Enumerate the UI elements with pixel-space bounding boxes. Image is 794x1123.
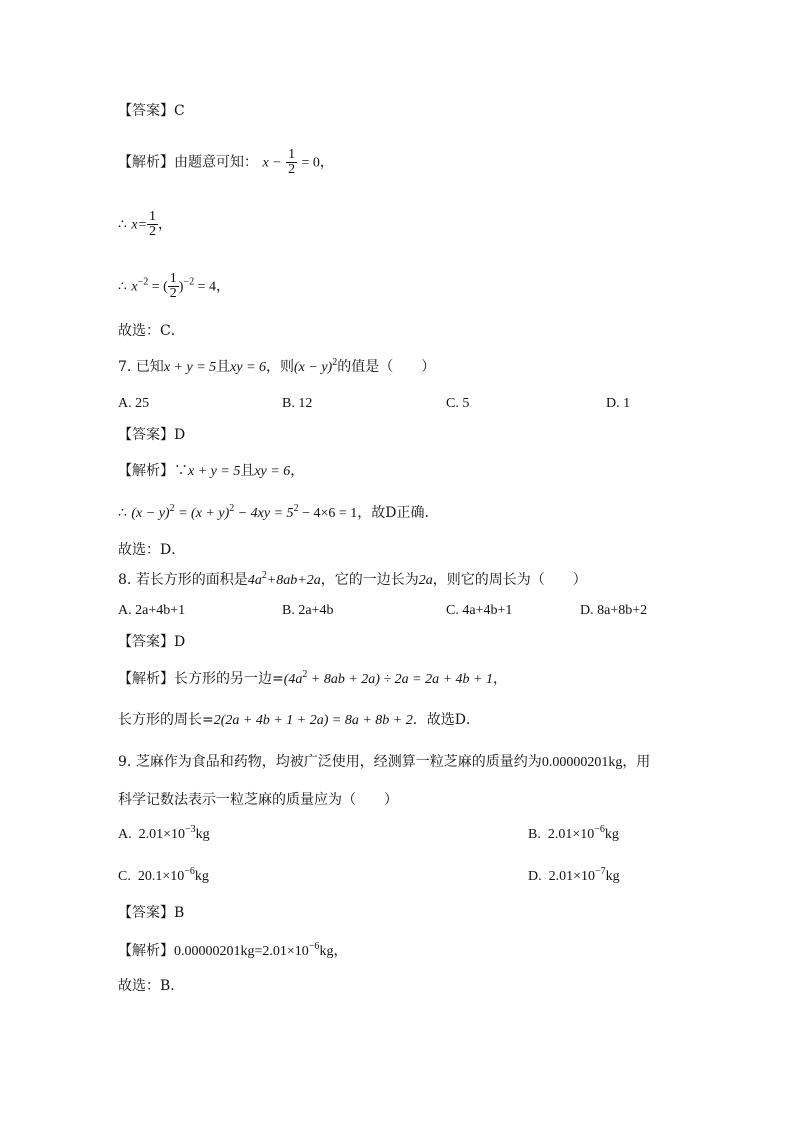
option-a: A. $2.01\times 10^{-3}kg$ <box>118 824 210 842</box>
q7-conclusion: 故选：D． <box>118 542 186 558</box>
question-number: 7. <box>118 359 132 375</box>
expr-part: 2(2a + 4b + 1 + 2a) = 8a + 8b + 2 <box>213 713 413 728</box>
question-number: 8. <box>118 572 132 588</box>
fraction-half: $\frac{1}{2}$ <box>149 209 157 239</box>
conclusion-text: ，故D正确． <box>357 505 439 521</box>
condition-sum: x + y = 5 <box>163 360 217 375</box>
analysis-label: 【解析】 <box>118 943 174 959</box>
equals-open: = ( <box>148 279 168 295</box>
area-term: 4a <box>247 573 262 588</box>
question-number: 9. <box>118 754 132 770</box>
stem-text: 若长方形的面积是 <box>135 572 248 588</box>
expr-part: (x − y) <box>131 506 170 521</box>
exponent: −6 <box>308 941 320 952</box>
equation-right: = 0， <box>301 155 334 171</box>
expr-part: (4a <box>283 672 303 687</box>
q6-answer: 【答案】C <box>118 103 185 119</box>
fraction-half: $\frac{1}{2}$ <box>288 147 296 177</box>
exponent: 2 <box>169 503 175 514</box>
analysis-label: 【解析】 <box>118 154 174 171</box>
exponent: 2 <box>229 503 235 514</box>
option-b: B. 12 <box>282 396 313 411</box>
and-word: 且 <box>216 359 231 375</box>
stem-text: ，它的一边长为 <box>320 572 419 588</box>
exponent: 2 <box>293 503 299 514</box>
exponent: −2 <box>183 276 195 288</box>
q7-analysis-line <box>118 461 304 482</box>
x-equals: x= <box>131 217 148 233</box>
condition-sum: x + y = 5 <box>188 464 241 479</box>
q9-conclusion: 故选：B． <box>118 978 185 994</box>
option-b: B. 2a+4b <box>282 603 334 618</box>
analysis-label: 【解析】 <box>118 463 174 479</box>
comma: ， <box>290 463 305 479</box>
expr-part: + 8ab + 2a) ÷ 2a = 2a + 4b + 1 <box>307 672 493 687</box>
stem-text: ，则它的周长为（ ） <box>432 572 587 588</box>
option-b: B. $2.01\times 10^{-6}kg$ <box>528 824 619 842</box>
option-a: A. 2a+4b+1 <box>118 603 186 618</box>
option-d: D. 1 <box>606 396 631 411</box>
close-paren: ) <box>178 279 184 295</box>
expr-part: − 4×6 = 1 <box>298 506 358 521</box>
exponent: 2 <box>332 357 338 368</box>
q7-answer: 【答案】D <box>118 427 186 443</box>
fraction-half: $\frac{1}{2}$ <box>169 271 177 301</box>
therefore-symbol: ∴ <box>118 216 127 233</box>
analysis-label: 【解析】 <box>118 671 174 687</box>
expression: (x − y) <box>294 360 333 375</box>
q8-perimeter-line <box>118 710 480 731</box>
therefore-symbol: ∴ <box>118 505 127 521</box>
equation-left: x − <box>262 155 282 171</box>
condition-product: xy = 6 <box>230 360 267 375</box>
and-word: 且 <box>240 463 255 479</box>
exponent: 2 <box>302 669 308 680</box>
q8-answer: 【答案】D <box>118 634 186 650</box>
exponent: 2 <box>261 570 267 581</box>
stem-text: ，则 <box>266 359 295 375</box>
comma: ， <box>493 671 507 687</box>
because-symbol: ∵ <box>174 463 188 479</box>
unit: kg <box>319 944 334 959</box>
stem-text: 芝麻作为食品和药物，均被广泛使用，经测算一粒芝麻的质量约为 <box>135 754 542 770</box>
exponent: −2 <box>137 276 149 288</box>
therefore-symbol: ∴ <box>118 278 127 295</box>
analysis-text: 长方形的另一边= <box>174 671 284 687</box>
conclusion-text: ．故选D． <box>412 712 480 728</box>
q6-analysis-line <box>118 148 334 177</box>
q7-stem <box>118 357 435 378</box>
q9-stem-line2: 科学记数法表示一粒芝麻的质量应为（ ） <box>118 792 398 808</box>
analysis-text: 长方形的周长= <box>118 712 214 728</box>
q7-derivation <box>118 503 438 524</box>
q8-analysis-line <box>118 669 507 690</box>
comma: ， <box>158 216 173 233</box>
stem-text: ，用 <box>622 754 651 770</box>
area-term: +8ab+2a <box>266 573 321 588</box>
expr-part: 0.00000201kg=2.01×10 <box>174 944 309 959</box>
q9-analysis-line <box>118 941 347 962</box>
analysis-text: 由题意可知： <box>174 154 258 171</box>
stem-text: 已知 <box>135 359 164 375</box>
mass-value: 0.00000201kg <box>541 755 623 770</box>
expr-part: = (x + y) <box>174 506 230 521</box>
q9-answer: 【答案】B <box>118 905 185 921</box>
q6-conclusion: 故选：C． <box>118 323 185 339</box>
stem-text: 的值是（ ） <box>337 359 436 375</box>
expr-part: − 4xy = 5 <box>234 506 294 521</box>
option-d: D. $2.01\times 10^{-7}kg$ <box>528 866 620 884</box>
option-c: C. 5 <box>446 396 470 411</box>
q6-step-x <box>118 210 172 239</box>
option-d: D. 8a+8b+2 <box>580 603 648 618</box>
q6-step-power <box>118 272 230 301</box>
comma: ， <box>333 943 348 959</box>
q9-stem <box>118 752 650 773</box>
x-power-base: x <box>131 279 138 295</box>
option-c: C. 4a+4b+1 <box>446 603 513 618</box>
option-a: A. 25 <box>118 396 150 411</box>
condition-product: xy = 6 <box>254 464 291 479</box>
result: = 4， <box>194 279 231 295</box>
q8-stem <box>118 570 587 591</box>
option-c: C. $20.1\times 10^{-6}kg$ <box>118 866 209 884</box>
side-length: 2a <box>418 573 433 588</box>
